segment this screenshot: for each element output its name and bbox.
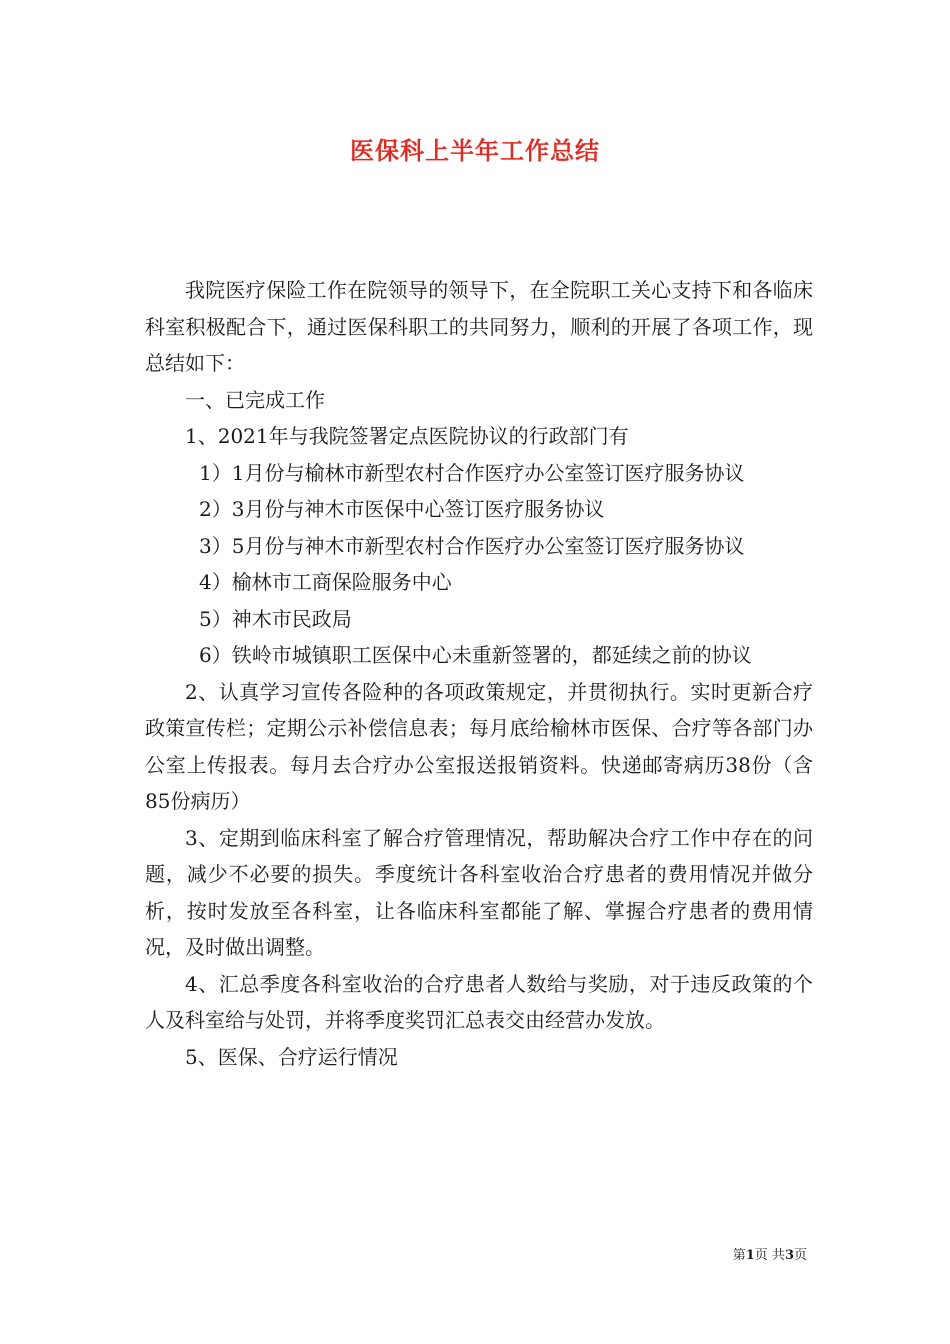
- document-title: 医保科上半年工作总结: [350, 136, 600, 165]
- sub-list-item: 4）榆林市工商保险服务中心: [199, 570, 452, 594]
- list-item: 3、定期到临床科室了解合疗管理情况，帮助解决合疗工作中存在的问题，减少不必要的损失。季度统计各科室收治合疗患者的费用情况并做分析，按时发放至各科室，让各临床科室都能了解、掌握合疗患者的费用情况，及时做出调整。: [145, 825, 813, 959]
- section-heading: 一、已完成工作: [185, 387, 325, 412]
- footer-mid: 页 共: [754, 1248, 785, 1263]
- sub-list-item: 6）铁岭市城镇职工医保中心未重新签署的，都延续之前的协议: [199, 643, 752, 667]
- current-page-number: 1: [745, 1248, 755, 1263]
- document-body: [145, 272, 813, 1075]
- list-item: 2、认真学习宣传各险种的各项政策规定，并贯彻执行。实时更新合疗政策宣传栏；定期公示补偿信息表；每月底给榆林市医保、合疗等各部门办公室上传报表。每月去合疗办公室报送报销资料。快递邮寄病历38份（含85份病历）: [145, 679, 813, 813]
- list-item: 4、汇总季度各科室收治的合疗患者人数给与奖励，对于违反政策的个人及科室给与处罚，并将季度奖罚汇总表交由经营办发放。: [145, 971, 813, 1032]
- page-footer: [733, 1244, 807, 1263]
- sub-list-item: 3）5月份与神木市新型农村合作医疗办公室签订医疗服务协议: [199, 533, 745, 558]
- footer-prefix: 第: [732, 1248, 746, 1263]
- sub-list-item: 2）3月份与神木市医保中心签订医疗服务协议: [199, 497, 605, 521]
- list-item: 1、2021年与我院签署定点医院协议的行政部门有: [185, 424, 629, 448]
- sub-list-item: 5）神木市民政局: [199, 606, 352, 631]
- footer-suffix: 页: [793, 1248, 807, 1263]
- list-item: 5、医保、合疗运行情况: [185, 1044, 398, 1069]
- intro-paragraph: 我院医疗保险工作在院领导的领导下，在全院职工关心支持下和各临床科室积极配合下，通过医保科职工的共同努力，顺利的开展了各项工作，现总结如下：: [145, 278, 813, 375]
- total-pages-number: 3: [784, 1248, 794, 1263]
- sub-list-item: 1）1月份与榆林市新型农村合作医疗办公室签订医疗服务协议: [199, 460, 745, 485]
